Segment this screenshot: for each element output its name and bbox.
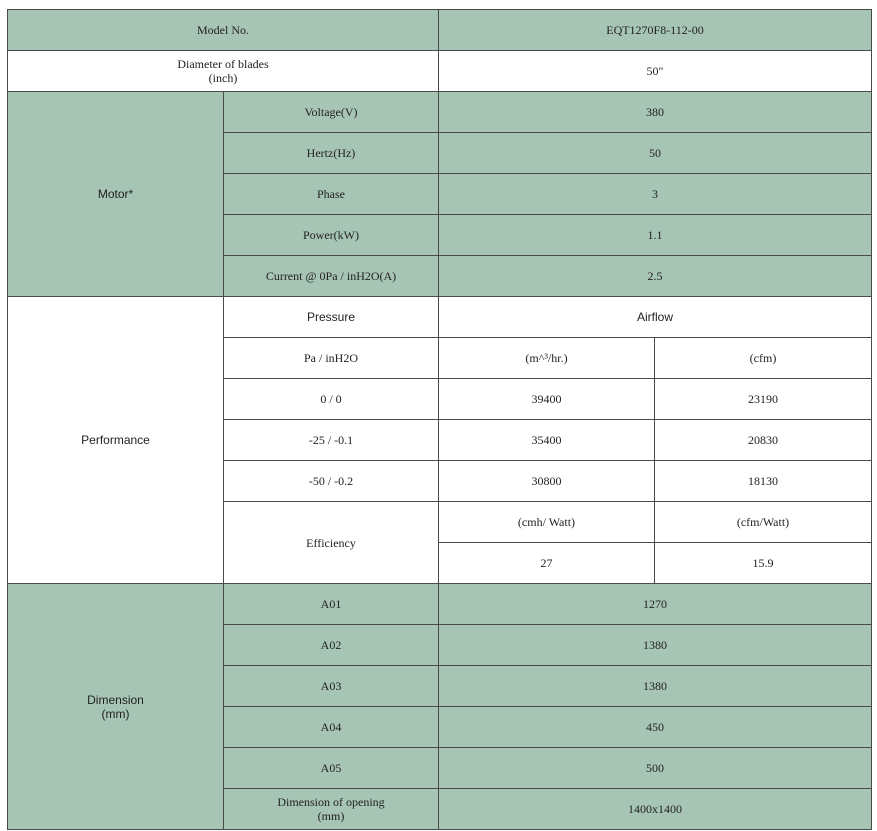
pressure-value: -50 / -0.2 (224, 461, 439, 502)
motor-label: Motor* (8, 92, 224, 297)
dimension-a03-value: 1380 (439, 666, 872, 707)
dimension-a04-label: A04 (224, 707, 439, 748)
efficiency-imperial-unit: (cfm/Watt) (655, 502, 872, 543)
dimension-a01-value: 1270 (439, 584, 872, 625)
opening-label-line2: (mm) (317, 809, 345, 823)
model-value: EQT1270F8-112-00 (439, 10, 872, 51)
motor-voltage-label: Voltage(V) (224, 92, 439, 133)
dimension-a05-label: A05 (224, 748, 439, 789)
motor-hertz-label: Hertz(Hz) (224, 133, 439, 174)
opening-label (224, 789, 439, 830)
motor-phase-value: 3 (439, 174, 872, 215)
model-label: Model No. (8, 10, 439, 51)
motor-current-label: Current @ 0Pa / inH2O(A) (224, 256, 439, 297)
diameter-value: 50" (439, 51, 872, 92)
opening-value: 1400x1400 (439, 789, 872, 830)
efficiency-metric-unit: (cmh/ Watt) (439, 502, 655, 543)
dimension-label (8, 584, 224, 830)
efficiency-metric-value: 27 (439, 543, 655, 584)
motor-voltage-value: 380 (439, 92, 872, 133)
airflow-metric-unit: (m^³/hr.) (439, 338, 655, 379)
motor-current-value: 2.5 (439, 256, 872, 297)
diameter-label (8, 51, 439, 92)
dimension-label-line1: Dimension (87, 692, 144, 707)
diameter-label-line2: (inch) (208, 71, 238, 85)
spec-table (7, 9, 872, 830)
dimension-a03-label: A03 (224, 666, 439, 707)
airflow-imperial-value: 23190 (655, 379, 872, 420)
efficiency-imperial-value: 15.9 (655, 543, 872, 584)
diameter-label-line1: Diameter of blades (177, 57, 269, 71)
airflow-header: Airflow (439, 297, 872, 338)
motor-power-label: Power(kW) (224, 215, 439, 256)
dimension-a04-value: 450 (439, 707, 872, 748)
airflow-imperial-unit: (cfm) (655, 338, 872, 379)
pressure-value: -25 / -0.1 (224, 420, 439, 461)
dimension-a02-value: 1380 (439, 625, 872, 666)
motor-power-value: 1.1 (439, 215, 872, 256)
airflow-metric-value: 35400 (439, 420, 655, 461)
pressure-unit: Pa / inH2O (224, 338, 439, 379)
dimension-a02-label: A02 (224, 625, 439, 666)
dimension-label-line2: (mm) (101, 706, 130, 721)
dimension-a01-label: A01 (224, 584, 439, 625)
airflow-metric-value: 30800 (439, 461, 655, 502)
motor-hertz-value: 50 (439, 133, 872, 174)
pressure-value: 0 / 0 (224, 379, 439, 420)
motor-phase-label: Phase (224, 174, 439, 215)
dimension-a05-value: 500 (439, 748, 872, 789)
opening-label-line1: Dimension of opening (277, 795, 385, 809)
airflow-imperial-value: 18130 (655, 461, 872, 502)
performance-label: Performance (8, 297, 224, 584)
pressure-header: Pressure (224, 297, 439, 338)
airflow-imperial-value: 20830 (655, 420, 872, 461)
efficiency-label: Efficiency (224, 502, 439, 584)
airflow-metric-value: 39400 (439, 379, 655, 420)
